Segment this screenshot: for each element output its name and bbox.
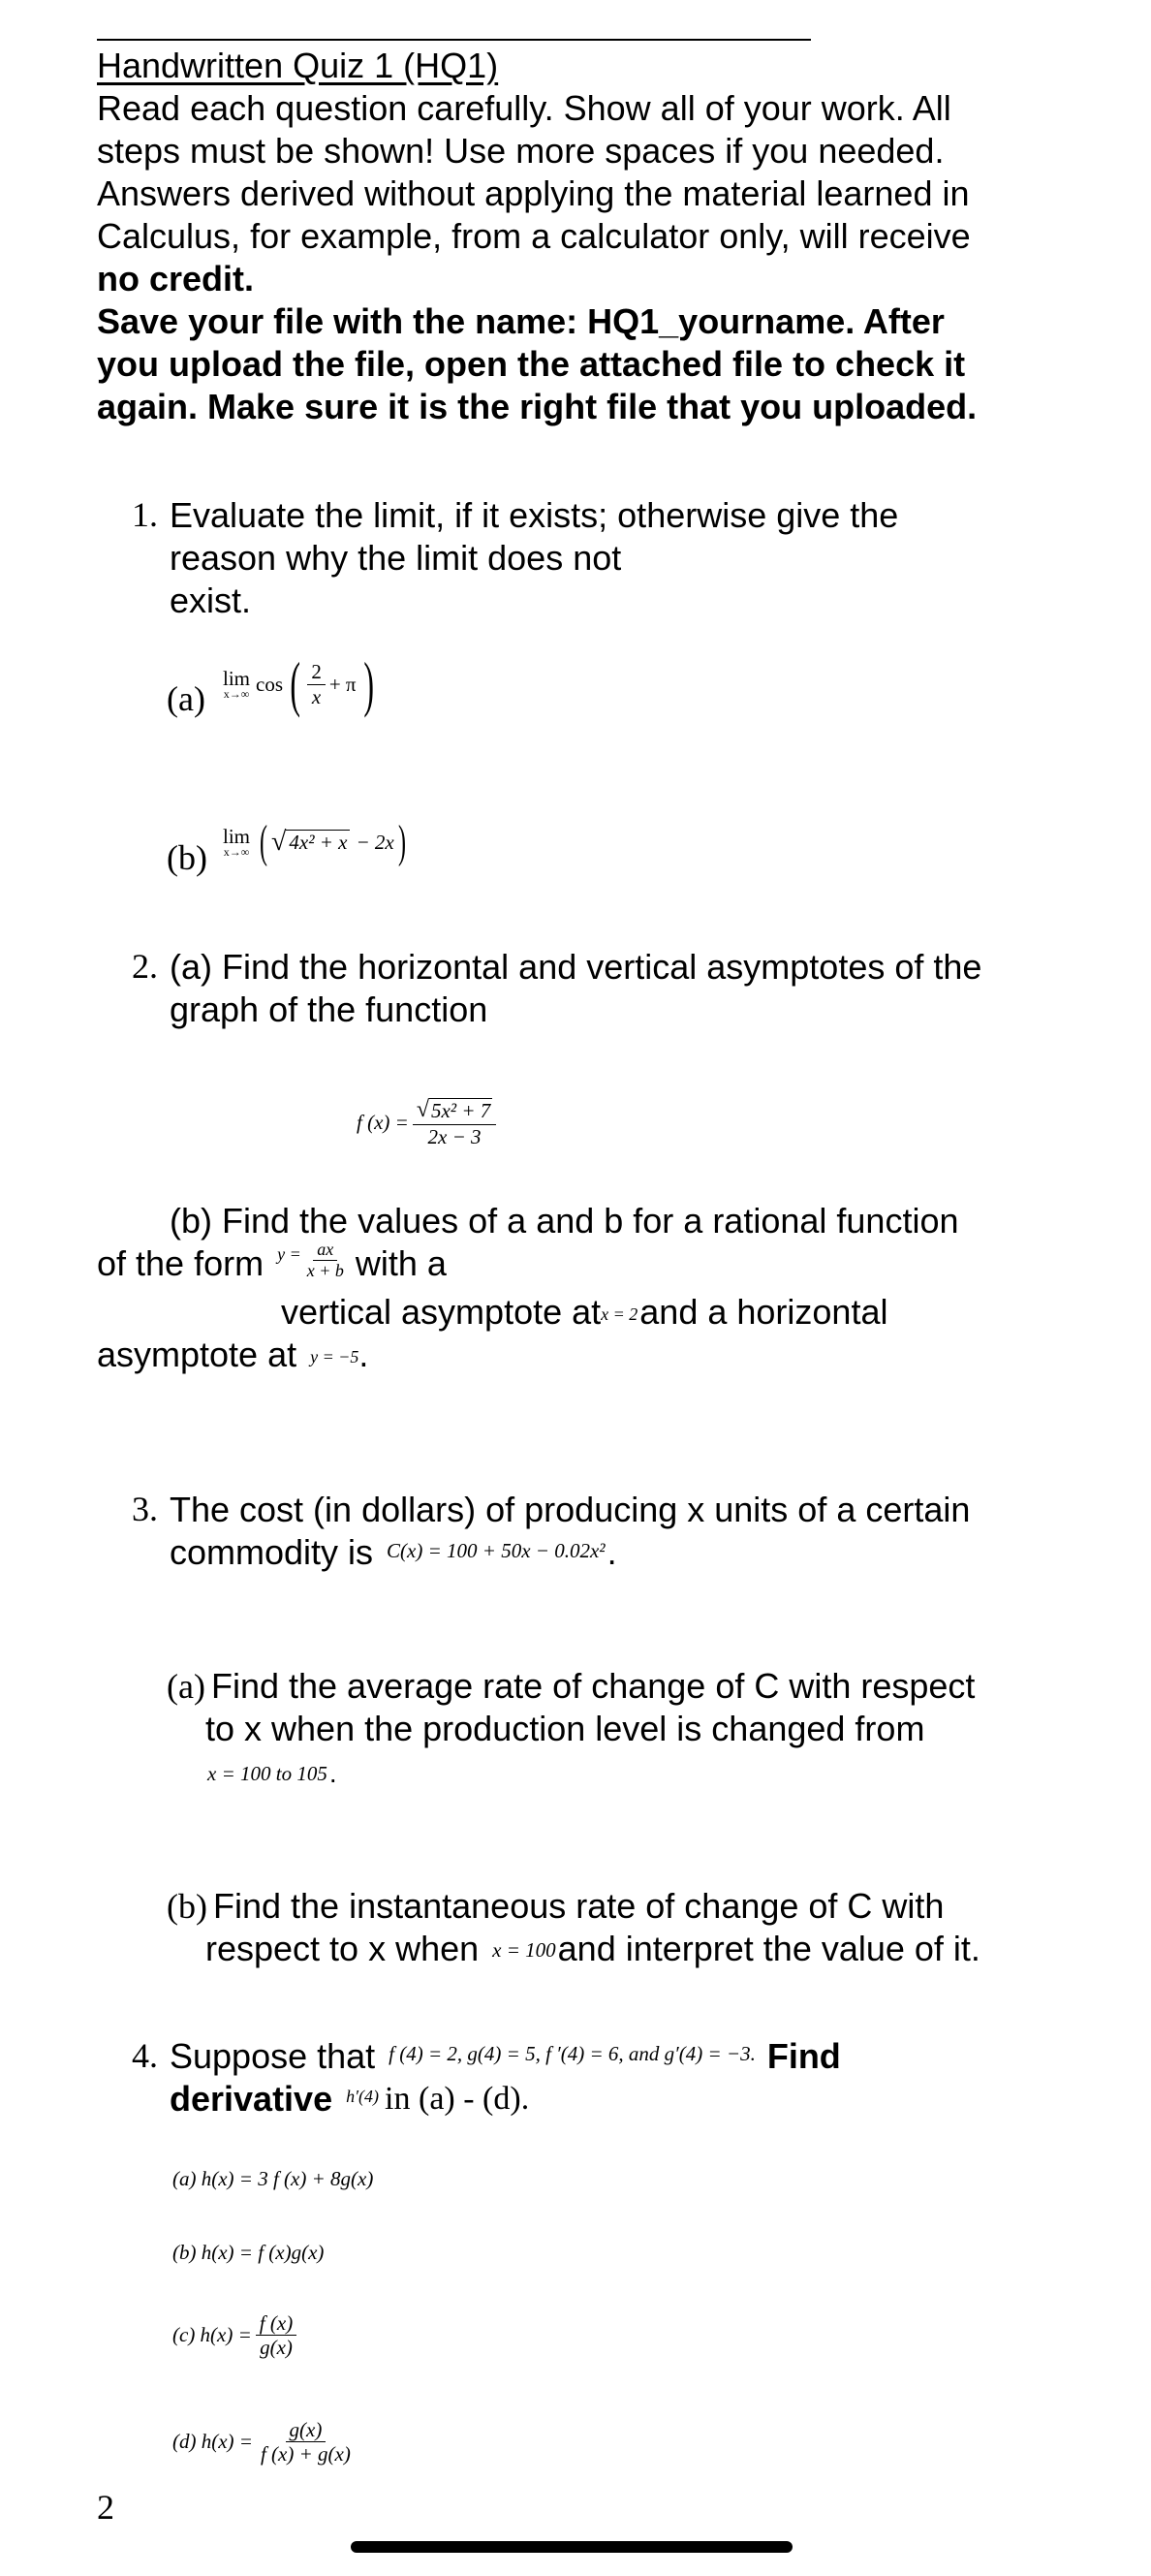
q3b-x-value: x = 100 [492, 1937, 556, 1962]
q4-derivative: derivative [170, 2079, 333, 2119]
q2b-of-form: of the form [97, 1243, 264, 1283]
q2b-period: . [358, 1335, 369, 1374]
q2b-line-2 [97, 1239, 447, 1285]
q2b-line-1: (b) Find the values of a and b for a rational function [170, 1201, 959, 1241]
q1a-plus-pi: + π [328, 672, 357, 696]
q3a-text-1: Find the average rate of change of C with respect [210, 1666, 976, 1706]
q2b-line-3 [281, 1291, 887, 1334]
q1a-right-paren: ) [362, 649, 374, 718]
q1a-frac-num: 2 [307, 660, 326, 684]
q3a-line-1 [167, 1665, 975, 1708]
q4d-num: g(x) [286, 2418, 327, 2442]
q2b-va-value: x = 2 [601, 1304, 638, 1324]
q2b-line-4 [97, 1334, 368, 1376]
page-number: 2 [97, 2488, 114, 2527]
q2b-with-a: with a [355, 1243, 447, 1283]
q1b-left-paren: ( [260, 816, 268, 867]
top-rule [97, 39, 811, 41]
q3-period: . [607, 1532, 617, 1572]
q1-line-3: exist. [170, 581, 252, 620]
q1b-sqrt-sign: √ [271, 827, 287, 857]
q2-func-numerator [413, 1097, 496, 1125]
q3-line-1: The cost (in dollars) of producing x units of a certain [170, 1490, 971, 1529]
q4-find: Find [766, 2036, 841, 2076]
q1b-right-paren: ) [397, 816, 406, 867]
q4-in-ad: in (a) - (d). [385, 2081, 530, 2117]
q1b-minus-term: − 2x [356, 830, 394, 854]
q4c-lhs: (c) h(x) = [172, 2323, 252, 2347]
save-line-1: Save your file with the name: HQ1_yourname. After [97, 301, 945, 341]
q2b-ha-text: asymptote at [97, 1335, 297, 1374]
q3b-when-text: respect to x when [205, 1929, 480, 1968]
intro-line-3: Answers derived without applying the material learned in [97, 173, 970, 213]
q2-sqrt-sign: √ [416, 1097, 429, 1122]
q1a-expression [223, 649, 379, 718]
save-line-3: again. Make sure it is the right file that you uploaded. [97, 387, 978, 426]
q4c-num: f (x) [256, 2311, 296, 2336]
q2b-va-text: vertical asymptote at [281, 1292, 602, 1332]
home-indicator[interactable] [351, 2541, 793, 2553]
q1a-label: (a) [167, 679, 205, 718]
q2-func-radicand: 5x² + 7 [430, 1099, 491, 1123]
q3a-range: x = 100 to 105 [207, 1761, 327, 1785]
q3a-line-3 [207, 1752, 337, 1795]
q2-line-1: (a) Find the horizontal and vertical asymptotes of the [170, 947, 982, 987]
q4-suppose: Suppose that [170, 2036, 376, 2076]
q4-line-2 [170, 2078, 529, 2120]
q2-number: 2. [132, 947, 158, 986]
intro-line-1: Read each question carefully. Show all of your work. All [97, 88, 951, 128]
q4a: (a) h(x) = 3 f (x) + 8g(x) [172, 2167, 374, 2190]
q3a-period: . [328, 1758, 337, 1788]
q3-cost-function: C(x) = 100 + 50x − 0.02x² [387, 1538, 606, 1562]
quiz-title: Handwritten Quiz 1 (HQ1) [97, 46, 499, 85]
q4d-lhs: (d) h(x) = [172, 2430, 253, 2454]
q1-line-2: reason why the limit does not [170, 538, 622, 578]
q1a-lim: lim [223, 667, 251, 690]
q1a-lim-sub: x→∞ [223, 687, 250, 701]
q3b-label: (b) [167, 1887, 207, 1926]
q3a-label: (a) [167, 1667, 205, 1706]
q2b-line-3-end: and a horizontal [639, 1292, 888, 1332]
q4c-den: g(x) [260, 2336, 293, 2360]
q2-line-2: graph of the function [170, 990, 488, 1029]
q4b: (b) h(x) = f (x)g(x) [172, 2241, 325, 2264]
q3-number: 3. [132, 1490, 158, 1528]
q3b-text-1: Find the instantaneous rate of change of C with [212, 1886, 945, 1926]
intro-line-4: Calculus, for example, from a calculator only, will receive [97, 216, 971, 256]
q3b-interpret: and interpret the value of it. [557, 1929, 980, 1968]
q2b-ha-value: y = −5 [310, 1346, 359, 1367]
q2b-y: y = [277, 1243, 301, 1264]
q1a-cos: cos [256, 672, 284, 696]
q1-number: 1. [132, 495, 158, 534]
q4d [172, 2418, 355, 2466]
q2-func-lhs: f (x) = [357, 1110, 409, 1134]
q4c [172, 2311, 296, 2359]
q1b-lim-sub: x→∞ [223, 845, 250, 859]
q1b-label: (b) [167, 838, 207, 877]
q4-number: 4. [132, 2036, 158, 2075]
q1b-lim: lim [223, 825, 251, 848]
q3-commodity-text: commodity is [170, 1532, 374, 1572]
q4-h-prime: h′(4) [346, 2086, 380, 2106]
q2b-frac-num: ax [313, 1240, 337, 1261]
q1b-expression [223, 816, 410, 867]
q4-given-values: f (4) = 2, g(4) = 5, f ′(4) = 6, and g′(4) = −3. [389, 2041, 756, 2065]
q1a-left-paren: ( [290, 649, 300, 718]
intro-line-2: steps must be shown! Use more spaces if you needed. [97, 131, 945, 171]
q3b-line-1 [167, 1885, 944, 1928]
no-credit: no credit. [97, 259, 255, 298]
q3b-line-2 [205, 1928, 980, 1970]
q3a-line-2: to x when the production level is changed from [205, 1709, 925, 1748]
q1-line-1: Evaluate the limit, if it exists; otherwise give the [170, 495, 899, 535]
q3-line-2 [170, 1531, 617, 1574]
save-line-2: you upload the file, open the attached file to check it [97, 344, 966, 384]
q2-function [357, 1097, 496, 1148]
q1b-radicand: 4x² + x [286, 830, 350, 855]
q4d-den: f (x) + g(x) [260, 2442, 351, 2466]
q1a-frac-den: x [311, 684, 322, 708]
q2b-frac-den: x + b [306, 1260, 344, 1280]
q4-line-1 [170, 2035, 841, 2078]
q2-func-denominator: 2x − 3 [427, 1124, 482, 1148]
